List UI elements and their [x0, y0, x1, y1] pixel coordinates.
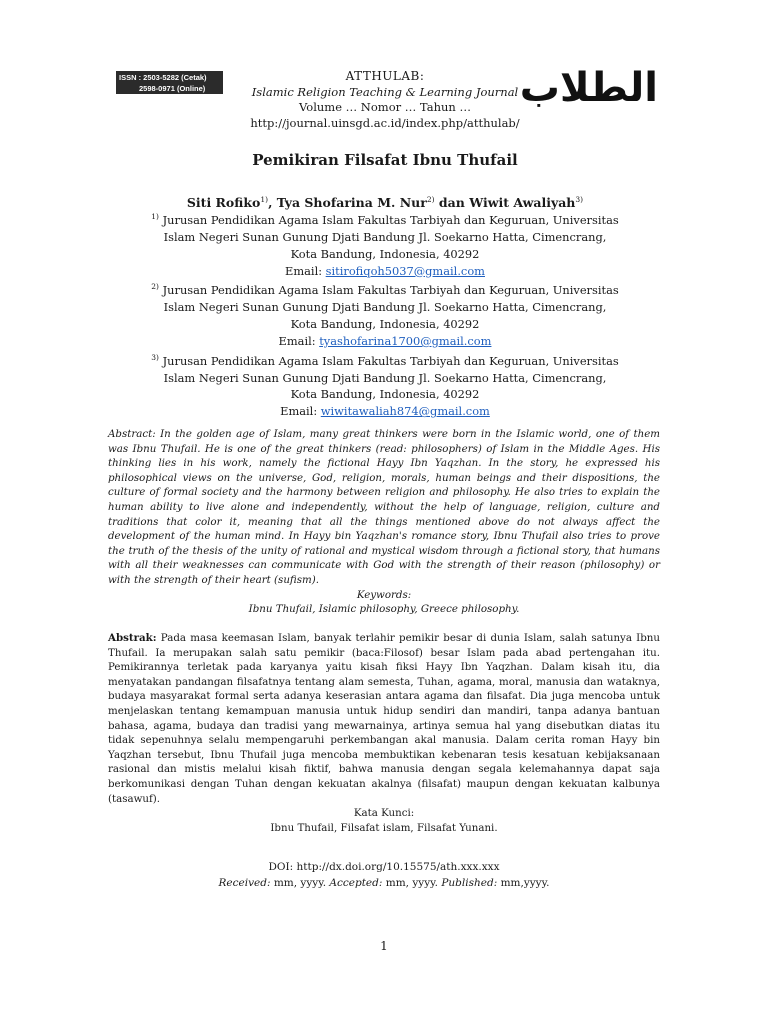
issn-print: ISSN : 2503-5282 (Cetak) — [119, 73, 207, 82]
email-label: Email: — [278, 333, 320, 348]
affiliation-1 — [120, 209, 650, 279]
dates-line — [108, 875, 660, 891]
affiliation-line: Kota Bandung, Indonesia, 40292 — [290, 387, 480, 402]
email-link[interactable]: sitirofiqoh5037@gmail.com — [325, 263, 485, 278]
keywords-label: Keywords: — [356, 588, 412, 601]
affiliation-2 — [120, 279, 650, 349]
journal-logo: الطلاب — [519, 65, 658, 111]
affiliation-line: Islam Negeri Sunan Gunung Djati Bandung Jl. Soekarno Hatta, Cimencrang, — [163, 229, 607, 244]
journal-name: ATTHULAB: — [345, 69, 425, 83]
doi-line[interactable]: DOI: http://dx.doi.org/10.15575/ath.xxx.xxx — [268, 861, 500, 873]
author-1-sup: 1) — [260, 195, 269, 204]
abstract-indonesian-body: Pada masa keemasan Islam, banyak terlahir pemikir besar di dunia Islam, salah satunya Ibnu Thufail. Ia merupakan salah satu pemikir (baca:Filosof) besar Islam pada abad pertengahan itu. Pemikirannya terletak pada karyanya yaitu kisah fiksi Hayy Ibn Yaqzhan. Dalam kisah itu, dia menyatakan pandangan filsafatnya tentang alam semesta, Tuhan, agama, moral, manusia dan wataknya, budaya masyarakat formal serta adanya keserasian antara agama dan filsafat. Dia juga mencoba untuk menjelaskan tentang kemampuan manusia untuk hidup sendiri dan mandiri, tanpa adanya bantuan bahasa, agama, budaya dan tradisi yang mewarnainya, artinya semua hal yang disebutkan diatas itu tidak sepenuhnya selalu mempengaruhi perkembangan akal manusia. Dalam cerita roman Hayy bin Yaqzhan tersebut, Ibnu Thufail juga mencoba membuktikan kebenaran tesis kesatuan kebijaksanaan rasional dan mistis melalui kisah fiktif, bahwa manusia dengan segala kelemahannya dapat saja berkomunikasi dengan Tuhan dengan kekuatan akalnya (filsafat) maupun dengan kekuatan kalbunya (tasawuf). — [108, 632, 660, 805]
kata-kunci-list: Ibnu Thufail, Filsafat islam, Filsafat Yunani. — [270, 821, 498, 834]
kata-kunci-label: Kata Kunci: — [353, 807, 415, 820]
affiliation-line: Jurusan Pendidikan Agama Islam Fakultas Tarbiyah dan Keguruan, Universitas — [162, 283, 619, 298]
journal-volume: Volume … Nomor … Tahun … — [299, 100, 471, 114]
author-2: , Tya Shofarina M. Nur — [268, 195, 427, 211]
affiliation-sup: 3) — [151, 352, 159, 362]
email-label: Email: — [280, 404, 321, 419]
affiliation-line: Islam Negeri Sunan Gunung Djati Bandung Jl. Soekarno Hatta, Cimencrang, — [163, 370, 607, 385]
affiliation-sup: 1) — [151, 212, 159, 221]
affiliation-line: Kota Bandung, Indonesia, 40292 — [290, 246, 480, 261]
email-link[interactable]: tyashofarina1700@gmail.com — [319, 333, 492, 348]
author-3-sup: 3) — [575, 195, 584, 204]
published-value: mm,yyyy. — [497, 877, 550, 889]
affiliation-line: Islam Negeri Sunan Gunung Djati Bandung Jl. Soekarno Hatta, Cimencrang, — [163, 300, 607, 315]
abstrak-label: Abstrak: — [108, 632, 157, 644]
affiliation-3 — [120, 350, 650, 420]
author-3: dan Wiwit Awaliyah — [434, 195, 576, 211]
page-number: 1 — [380, 939, 388, 953]
journal-header — [180, 69, 590, 131]
abstract-english-body: Abstract: In the golden age of Islam, many great thinkers were born in the Islamic world, one of them was Ibnu Thufail. He is one of the great thinkers (read: philosophers) of Islam in the Middle Ages. His thinking lies in his work, namely the fictional Hayy Ibn Yaqzhan. In the story, he expressed his philosophical views on the universe, God, religion, morals, human beings and their dispositions, the culture of formal society and the harmony between religion and philosophy. He also tries to explain the human ability to live alone and independently, without the help of language, religion, culture and traditions that color it, meaning that all the things mentioned above do not always affect the development of the human mind. In Hayy bin Yaqzhan's romance story, Ibnu Thufail also tries to prove the truth of the thesis of the unity of rational and mystical wisdom through a fictional story, that humans with all their weaknesses can communicate with God with the strength of their reason (philosophy) or with the strength of their heart (sufism). — [108, 428, 660, 586]
journal-subtitle: Islamic Religion Teaching & Learning Journal — [251, 84, 519, 99]
accepted-value: mm, yyyy. — [382, 877, 442, 889]
affiliation-line: Jurusan Pendidikan Agama Islam Fakultas Tarbiyah dan Keguruan, Universitas — [162, 212, 619, 227]
affiliation-sup: 2) — [151, 282, 159, 292]
abstract-english — [108, 427, 660, 617]
email-link[interactable]: wiwitawaliah874@gmail.com — [320, 404, 490, 419]
keywords-list: Ibnu Thufail, Islamic philosophy, Greece philosophy. — [248, 603, 520, 616]
affiliation-line: Jurusan Pendidikan Agama Islam Fakultas Tarbiyah dan Keguruan, Universitas — [162, 353, 619, 368]
affiliations — [120, 209, 650, 420]
journal-url[interactable]: http://journal.uinsgd.ac.id/index.php/atthulab/ — [250, 115, 520, 130]
article-meta — [108, 859, 660, 891]
paper-title: Pemikiran Filsafat Ibnu Thufail — [252, 151, 518, 169]
issn-online: 2598-0971 (Online) — [139, 84, 206, 93]
author-2-sup: 2) — [426, 195, 435, 204]
email-label: Email: — [285, 263, 326, 278]
author-1: Siti Rofiko — [186, 195, 261, 211]
published-label: Published: — [441, 877, 498, 889]
affiliation-line: Kota Bandung, Indonesia, 40292 — [290, 317, 480, 332]
received-value: mm, yyyy. — [270, 877, 330, 889]
accepted-label: Accepted: — [329, 877, 383, 889]
abstract-indonesian — [108, 631, 660, 835]
received-label: Received: — [218, 877, 271, 889]
